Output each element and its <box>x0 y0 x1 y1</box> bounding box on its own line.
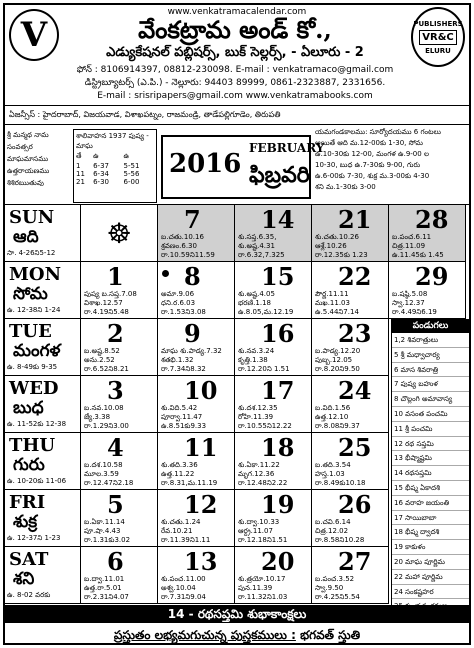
date-cell <box>235 376 312 433</box>
day-name-english: SAT <box>9 549 49 570</box>
new-moon-icon <box>162 270 169 277</box>
festival-item: 11 శ్రీ పంచమి <box>392 422 469 437</box>
festival-item: 15 భీష్మ ఏకాదశి <box>392 481 469 496</box>
month-header <box>5 125 469 205</box>
timing-text: రా.12.48ని2.22 <box>238 479 288 487</box>
nakshatra-text: స్వా.9.50 <box>315 584 344 592</box>
nakshatra-text: స్వా.12.37 <box>392 299 425 307</box>
tithi-text: బ.చతు.10.16 <box>161 233 204 241</box>
festivals-panel <box>391 319 469 605</box>
festival-item: 6 మాస శివరాత్రి <box>392 363 469 378</box>
tithi-text: బ.చవి.6.14 <box>315 518 351 526</box>
tithi-text: బ.పంచ.3.52 <box>315 575 355 583</box>
yamagandam-info <box>315 127 467 203</box>
nakshatra-text: పూర్వా.11.47 <box>161 413 203 421</box>
nakshatra-text: మృగ.12.36 <box>238 470 275 478</box>
tithi-text: బ.దశ.10.58 <box>84 461 123 469</box>
date-cell <box>235 262 312 319</box>
timing-text: రా.1.31కు3.02 <box>84 536 131 544</box>
date-number: 20 <box>261 547 295 576</box>
book-title: భగవత్ స్తుతి <box>300 628 361 642</box>
nakshatra-text: కృత్తి.1.38 <box>238 356 268 364</box>
tithi-text: శు.నవ.3.24 <box>238 347 275 355</box>
date-cell <box>312 547 389 604</box>
tithi-text: బ.పాడ్య.12.20 <box>315 347 361 355</box>
date-number: 24 <box>338 376 372 405</box>
day-header-mon <box>5 262 81 319</box>
date-cell <box>312 376 389 433</box>
day-timing: ఉ. 12-38ని 1-24 <box>7 306 61 314</box>
nakshatra-text: ఆశ్లే.10.26 <box>315 242 347 250</box>
date-cell <box>312 205 389 262</box>
samvatsara-line: ఉత్తరాయణము <box>7 167 50 175</box>
date-cell <box>81 376 158 433</box>
timing-text: రా.6.52ని8.21 <box>84 365 129 373</box>
tithi-text: శు.ఏకా.11.22 <box>238 461 280 469</box>
timing-text: రా.11.39ని1.11 <box>161 536 211 544</box>
deity-image: ☸ <box>81 205 158 262</box>
date-number: 27 <box>338 547 372 576</box>
date-cell <box>235 433 312 490</box>
nakshatra-text: శు.అష్ట.4.31 <box>238 242 275 250</box>
date-cell <box>312 319 389 376</box>
festival-item: 20 మాఘ పూర్ణిమ <box>392 555 469 570</box>
day-name-telugu: గురు <box>13 455 45 475</box>
timing-text: రా.11.32ని1.03 <box>238 593 288 601</box>
date-cell <box>312 262 389 319</box>
timing-text: రా.8.49కు10.18 <box>315 479 366 487</box>
date-cell <box>235 547 312 604</box>
nakshatra-text: మఖ.11.03 <box>315 299 350 307</box>
seal-box-text: VR&C <box>419 30 457 45</box>
festival-item: 19 కాకుళం <box>392 540 469 555</box>
date-cell <box>81 547 158 604</box>
day-name-telugu: ఆది <box>13 227 39 247</box>
timing-text: రా.2.31ని4.07 <box>84 593 129 601</box>
day-name-telugu: మంగళ <box>13 341 61 361</box>
day-name-telugu: సోమ <box>13 284 48 304</box>
day-header-sat <box>5 547 81 604</box>
festival-item: 8 చొల్లంగి అమావాస్య <box>392 392 469 407</box>
date-number: 29 <box>415 262 449 291</box>
sunrise-box <box>73 129 157 203</box>
date-cell <box>235 319 312 376</box>
nakshatra-text: చిత్ర.12.02 <box>315 527 349 535</box>
festival-item: 14 రథసప్తమి <box>392 466 469 481</box>
day-name-english: SUN <box>9 207 55 228</box>
tithi-text: బ.ఏకా.11.14 <box>84 518 125 526</box>
tithi-text: శు.పంచ.11.00 <box>161 575 206 583</box>
distributor-line: డిస్ట్రిబ్యూటర్స్ (ఎ.పి.) - నెల్లూరు: 94403 89999, 0861-2323887, 2331656. <box>84 78 386 88</box>
timing-text: రా.12.47ని2.18 <box>84 479 134 487</box>
date-number: 10 <box>184 376 218 405</box>
festival-item: 16 వరాహ జయంతి <box>392 496 469 511</box>
timing-text: రా.6.32,7.325 <box>238 251 285 259</box>
date-cell <box>389 262 466 319</box>
publisher-seal <box>411 7 465 67</box>
date-number: 8 <box>184 262 201 291</box>
nakshatra-text: ధని.ర.6.03 <box>161 299 196 307</box>
tithi-text: శు.చతు.1.24 <box>161 518 201 526</box>
day-timing: సా. 4-26ని5-12 <box>7 249 56 257</box>
day-timing: ఉ. 8-02 వరకు <box>7 591 51 599</box>
nakshatra-text: పూ.షా.4.43 <box>84 527 121 535</box>
nakshatra-text: భరణి.1.18 <box>238 299 271 307</box>
header <box>5 5 469 125</box>
tithi-text: బ.నవ.10.08 <box>84 404 124 412</box>
nakshatra-text: మూల.3.59 <box>84 470 119 478</box>
tithi-text: శు.సప్త.6.35, <box>238 233 277 241</box>
timing-text: రా.12.35కు 1.23 <box>315 251 368 259</box>
nakshatra-text: ఉత్త.11.22 <box>161 470 195 478</box>
date-number: 9 <box>184 319 201 348</box>
tithi-text: శు.అష్ట.4.05 <box>238 290 275 298</box>
festival-item: 1,2 శివరాత్రులు <box>392 333 469 348</box>
tithi-text: శు.దశ.12.35 <box>238 404 278 412</box>
date-cell <box>81 262 158 319</box>
date-number: 19 <box>261 490 295 519</box>
nakshatra-text: ఉత్త.12.10 <box>315 413 349 421</box>
date-number: 21 <box>338 205 372 234</box>
date-cell <box>312 433 389 490</box>
month-title <box>161 135 325 199</box>
date-number: 17 <box>261 376 295 405</box>
date-number: 14 <box>261 205 295 234</box>
tithi-text: పౌర్ణ.11.11 <box>315 290 349 298</box>
phone-line: ఫోన్ : 8106914397, 08812-230098. E-mail : venkatramaco@gmail.com <box>76 65 394 75</box>
date-number: 18 <box>261 433 295 462</box>
nakshatra-text: విశాఖ.12.57 <box>84 299 123 307</box>
timing-text: ఉ.8.05,మ.12.19 <box>238 308 294 316</box>
info-line: 10-30, బుధ ఉ.7-30కు 9-00, గురు <box>315 161 421 169</box>
timing-text: రా.12.20ని 1.51 <box>238 365 290 373</box>
date-cell <box>158 490 235 547</box>
sunrise-title: శాలివాహన 1937 పుష్య - మాఘ <box>76 132 149 150</box>
day-timing: ఉ. 12-37ని 1-23 <box>7 534 61 542</box>
tithi-text: శు.చతు.10.26 <box>315 233 359 241</box>
tithi-text: పుష్య బ.సప్త.7.08 <box>84 290 137 298</box>
date-cell <box>158 262 235 319</box>
timing-text: రా.1.53ని3.08 <box>161 308 206 316</box>
calendar-grid <box>5 205 469 605</box>
tithi-text: బ.షష్ఠి.5.08 <box>392 290 428 298</box>
day-timing: ఉ. 11-52కు 12-38 <box>7 420 67 428</box>
date-number: 3 <box>107 376 124 405</box>
timing-text: ఉ.8.51కు9.33 <box>161 422 207 430</box>
date-cell <box>158 319 235 376</box>
day-timing: ఉ. 8-49కు 9-35 <box>7 363 58 371</box>
festival-item: 13 భీష్మాష్టమి <box>392 451 469 466</box>
timing-text: రా.8.31,మ.11.19 <box>161 479 218 487</box>
date-number: 5 <box>107 490 124 519</box>
nakshatra-text: పున.11.39 <box>238 584 273 592</box>
samvatsara-line: శిశిరఋతువు <box>7 179 44 187</box>
day-name-english: THU <box>9 435 56 456</box>
day-name-telugu: శుక్ర <box>13 512 38 532</box>
date-number: 22 <box>338 262 372 291</box>
samvatsara-box <box>7 129 71 203</box>
day-header-tue <box>5 319 81 376</box>
timing-text: రా.7.31ని9.04 <box>161 593 206 601</box>
date-number: 11 <box>184 433 218 462</box>
month-english: FEBRUARY <box>249 141 325 155</box>
date-cell <box>158 433 235 490</box>
day-header-thu <box>5 433 81 490</box>
tithi-text: బ.తది.3.54 <box>315 461 351 469</box>
date-number: 1 <box>107 262 124 291</box>
date-number: 23 <box>338 319 372 348</box>
day-header-fri <box>5 490 81 547</box>
samvatsara-line: సంవత్సర <box>7 143 33 151</box>
greeting-banner: 14 - రథసప్తమి శుభాకాంక్షలు <box>5 605 469 623</box>
date-number: 28 <box>415 205 449 234</box>
date-number: 16 <box>261 319 295 348</box>
tithi-text: మాఘ శు.పాడ్య.7.32 <box>161 347 222 355</box>
company-name: వేంకట్రామ అండ్ కో., <box>138 15 332 44</box>
day-header-wed <box>5 376 81 433</box>
day-name-english: WED <box>9 378 59 399</box>
timing-text: ఉ.5.44ని7.14 <box>315 308 359 316</box>
nakshatra-text: శతభి.1.32 <box>161 356 194 364</box>
tithi-text: శు.త్రయో.10.17 <box>238 575 286 583</box>
info-line: యమగండకాలము: సూర్యోదయము 6 గంటలు <box>315 128 441 136</box>
timing-text: రా.8.08ని9.37 <box>315 422 360 430</box>
books-line <box>5 623 469 647</box>
date-number: 2 <box>107 319 124 348</box>
date-number: 13 <box>184 547 218 576</box>
date-cell <box>81 319 158 376</box>
nakshatra-text: చిత్ర.11.09 <box>392 242 426 250</box>
nakshatra-text: రేవ.10.21 <box>161 527 193 535</box>
timing-text: రా.10.55ని12.22 <box>238 422 292 430</box>
tithi-text: బ.పంచ.6.11 <box>392 233 432 241</box>
date-cell <box>312 490 389 547</box>
day-name-english: FRI <box>9 492 46 513</box>
festivals-title: పండుగలు <box>392 319 469 333</box>
seal-bottom-text: ELURU <box>425 46 451 55</box>
timing-text: రా.4.49ని6.19 <box>392 308 437 316</box>
company-subtitle: ఎడ్యుకేషనల్ పబ్లిషర్స్, బుక్ సెల్లర్స్, - ఏలూరు - 2 <box>106 45 364 60</box>
books-prefix: ప్రస్తుతం లభ్యమగుచున్న పుస్తకములు : <box>113 628 296 642</box>
nakshatra-text: హస్త.1.03 <box>315 470 345 478</box>
date-number: 6 <box>107 547 124 576</box>
tithi-text: బ.విది.1.56 <box>315 404 351 412</box>
seal-top-text: PUBLISHERS <box>413 19 463 28</box>
date-number: 4 <box>107 433 124 462</box>
date-cell <box>81 490 158 547</box>
tithi-text: శు.తది.3.36 <box>161 461 198 469</box>
timing-text: రా.12.18ని1.51 <box>238 536 288 544</box>
month-telugu: ఫిబ్రవరి <box>249 163 310 188</box>
nakshatra-text: శ్రవణం.6.30 <box>161 242 197 250</box>
timing-text: ఉ.11.45కు 1.45 <box>392 251 444 259</box>
date-number: 7 <box>184 205 201 234</box>
timing-text: రా.7.34ని8.32 <box>161 365 206 373</box>
day-name-telugu: బుధ <box>13 398 44 418</box>
festival-item: 7 పుష్య బహుళ <box>392 377 469 392</box>
date-cell <box>235 205 312 262</box>
day-name-english: TUE <box>9 321 52 342</box>
nakshatra-text: పుబ్బ.12.05 <box>315 356 353 364</box>
date-cell <box>158 205 235 262</box>
nakshatra-text: అను.2.52 <box>84 356 115 364</box>
date-cell <box>235 490 312 547</box>
timing-text: రా.4.25ని5.54 <box>315 593 360 601</box>
timing-text: రా.10.59ని11.59 <box>161 251 215 259</box>
agencies-line: ఏజన్సీస్ : హైదరాబాద్, విజయవాడ, విశాఖపట్నం, రాజమండ్రి, తాడేపల్లిగూడెం, తిరుపతి <box>5 105 469 125</box>
email-line: E-mail : srisripapers@gmail.com www.venkatramabooks.com <box>97 91 373 101</box>
date-cell <box>158 547 235 604</box>
tithi-text: శు.ద్వా.10.33 <box>238 518 280 526</box>
tithi-text: బ.ద్వా.11.01 <box>84 575 125 583</box>
sunrise-table: తే ఉ ఉ 1 6-37 5-51 11 6-34 5-56 21 6-30 6-00 <box>76 152 140 186</box>
festival-item: 10 వసంత పంచమి <box>392 407 469 422</box>
calendar-page <box>3 3 471 645</box>
date-number: 26 <box>338 490 372 519</box>
festival-item: 12 రథ సప్తమి <box>392 437 469 452</box>
nakshatra-text: ఆర్ద్ర.11.07 <box>238 527 273 535</box>
timing-text: రా.4.19ని5.48 <box>84 308 129 316</box>
nakshatra-text: జ్యే.3.38 <box>84 413 111 421</box>
info-line: ఆయితే ఆది మ.12-00కు 1-30, సోమ <box>315 139 423 147</box>
date-cell <box>389 205 466 262</box>
year: 2016 <box>169 149 242 179</box>
info-line: ఉ.6-00కు 7-30, శుక్ర మ.3-00కు 4-30 <box>315 172 430 180</box>
day-name-telugu: శని <box>13 569 35 589</box>
festival-item: 18 భీష్మ ద్వాదశి <box>392 525 469 540</box>
tithi-text: బ.అష్ట.8.52 <box>84 347 120 355</box>
date-number: 25 <box>338 433 372 462</box>
website-url[interactable]: www.venkatramacalendar.com <box>167 7 307 17</box>
timing-text: రా.8.58ని10.28 <box>315 536 365 544</box>
date-number: 12 <box>184 490 218 519</box>
timing-text: రా.8.20ని9.50 <box>315 365 360 373</box>
info-line: ఉ.10-30కు 12-00, మంగళ ఉ.9-00 ల <box>315 150 429 158</box>
festival-item: 22 మహా పూర్ణిమ <box>392 570 469 585</box>
date-cell <box>158 376 235 433</box>
day-name-english: MON <box>9 264 62 285</box>
tithi-text: శు.విది.5.42 <box>161 404 198 412</box>
company-logo: V <box>9 9 59 61</box>
tithi-text: అమా.9.06 <box>161 290 195 298</box>
day-timing: ఉ. 10-20కు 11-06 <box>7 477 67 485</box>
day-header-sun <box>5 205 81 262</box>
nakshatra-text: అశ్వ.10.04 <box>161 584 196 592</box>
nakshatra-text: రోహి.11.39 <box>238 413 274 421</box>
info-line: శని మ.1-30కు 3-00 <box>315 183 376 191</box>
festival-item: 24 సంకష్టహర <box>392 585 469 600</box>
nakshatra-text: ఉత్త.రా.5.01 <box>84 584 122 592</box>
timing-text: రా.1.29ని3.00 <box>84 422 129 430</box>
festival-item: 17 సాయిబాబా <box>392 511 469 526</box>
samvatsara-line: మాఘమాసము <box>7 155 49 163</box>
date-cell <box>81 433 158 490</box>
date-number: 15 <box>261 262 295 291</box>
festival-item: 5 శ్రీ మధ్వాచార్య <box>392 348 469 363</box>
samvatsara-line: శ్రీ మన్మథ నామ <box>7 131 49 139</box>
